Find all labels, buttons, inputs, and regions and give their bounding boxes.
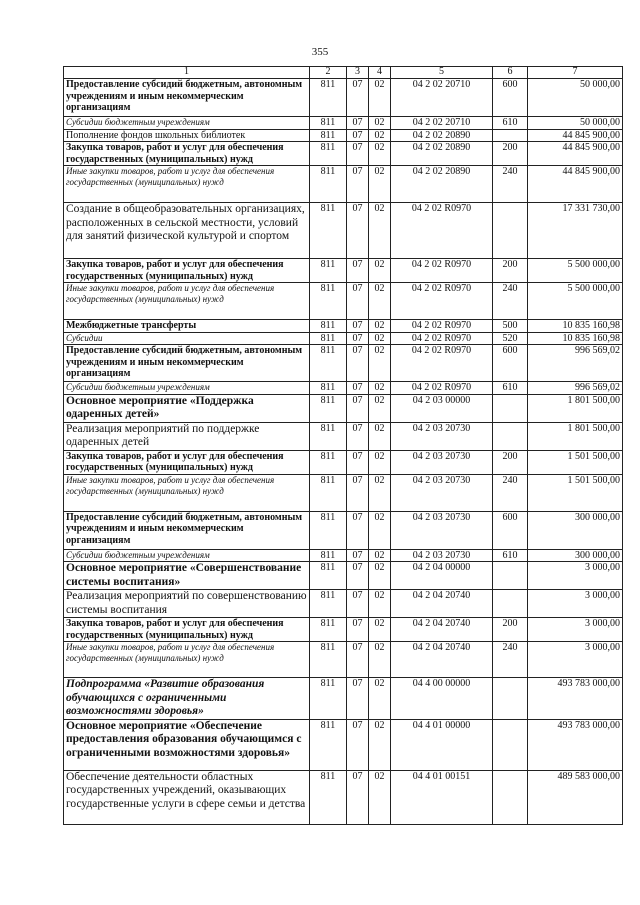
col-code-2: 811 — [310, 203, 347, 259]
col-target-code: 04 2 04 20740 — [391, 642, 493, 678]
table-row — [64, 345, 623, 382]
col-code-2: 811 — [310, 474, 347, 511]
col-code-4: 02 — [369, 79, 391, 117]
col-code-4: 02 — [369, 129, 391, 142]
row-name: Основное мероприятие «Поддержка одаренных детей» — [64, 394, 310, 422]
table-row — [64, 511, 623, 549]
table-row — [64, 450, 623, 474]
table-row — [64, 79, 623, 117]
col-type-code: 200 — [493, 450, 528, 474]
row-name: Предоставление субсидий бюджетным, автономным учреждениям и иным некоммерческим организациям — [64, 511, 310, 549]
col-code-4: 02 — [369, 142, 391, 166]
col-code-3: 07 — [347, 332, 369, 345]
col-code-4: 02 — [369, 618, 391, 642]
col-code-3: 07 — [347, 562, 369, 590]
col-code-3: 07 — [347, 678, 369, 720]
col-code-4: 02 — [369, 719, 391, 770]
col-code-3: 07 — [347, 166, 369, 203]
table-row — [64, 590, 623, 618]
row-name: Закупка товаров, работ и услуг для обеспечения государственных (муниципальных) нужд — [64, 618, 310, 642]
col-code-3: 07 — [347, 618, 369, 642]
col-code-4: 02 — [369, 117, 391, 130]
row-name: Иные закупки товаров, работ и услуг для обеспечения государственных (муниципальных) нужд — [64, 474, 310, 511]
col-code-4: 02 — [369, 422, 391, 450]
col-code-2: 811 — [310, 283, 347, 320]
row-name: Пополнение фондов школьных библиотек — [64, 129, 310, 142]
col-type-code — [493, 678, 528, 720]
table-header-row — [64, 67, 623, 79]
row-name: Субсидии — [64, 332, 310, 345]
col-type-code — [493, 590, 528, 618]
row-name: Реализация мероприятий по поддержке одаренных детей — [64, 422, 310, 450]
budget-table — [63, 66, 623, 825]
col-code-3: 07 — [347, 283, 369, 320]
col-target-code: 04 2 03 20730 — [391, 474, 493, 511]
col-code-3: 07 — [347, 129, 369, 142]
table-row — [64, 117, 623, 130]
col-type-code — [493, 562, 528, 590]
header-cell: 3 — [347, 67, 369, 79]
table-row — [64, 142, 623, 166]
table-row — [64, 642, 623, 678]
col-target-code: 04 2 04 20740 — [391, 590, 493, 618]
col-code-2: 811 — [310, 117, 347, 130]
row-name: Закупка товаров, работ и услуг для обеспечения государственных (муниципальных) нужд — [64, 259, 310, 283]
col-type-code — [493, 129, 528, 142]
row-name: Субсидии бюджетным учреждениям — [64, 549, 310, 562]
row-name: Основное мероприятие «Совершенствование системы воспитания» — [64, 562, 310, 590]
table-row — [64, 770, 623, 824]
col-amount: 5 500 000,00 — [528, 283, 623, 320]
col-code-3: 07 — [347, 719, 369, 770]
col-code-3: 07 — [347, 259, 369, 283]
col-code-4: 02 — [369, 394, 391, 422]
row-name: Предоставление субсидий бюджетным, автономным учреждениям и иным некоммерческим организациям — [64, 345, 310, 382]
col-amount: 1 501 500,00 — [528, 450, 623, 474]
col-code-2: 811 — [310, 618, 347, 642]
col-code-4: 02 — [369, 511, 391, 549]
table-row — [64, 678, 623, 720]
col-code-3: 07 — [347, 203, 369, 259]
col-target-code: 04 2 02 R0970 — [391, 345, 493, 382]
col-amount: 17 331 730,00 — [528, 203, 623, 259]
col-code-4: 02 — [369, 562, 391, 590]
col-code-3: 07 — [347, 142, 369, 166]
col-type-code: 200 — [493, 142, 528, 166]
row-name: Иные закупки товаров, работ и услуг для обеспечения государственных (муниципальных) нужд — [64, 166, 310, 203]
col-target-code: 04 4 01 00151 — [391, 770, 493, 824]
row-name: Реализация мероприятий по совершенствованию системы воспитания — [64, 590, 310, 618]
col-code-3: 07 — [347, 394, 369, 422]
col-target-code: 04 2 03 00000 — [391, 394, 493, 422]
col-type-code: 240 — [493, 166, 528, 203]
col-amount: 493 783 000,00 — [528, 678, 623, 720]
col-amount: 5 500 000,00 — [528, 259, 623, 283]
col-target-code: 04 2 02 R0970 — [391, 283, 493, 320]
col-type-code — [493, 203, 528, 259]
col-type-code: 520 — [493, 332, 528, 345]
col-code-2: 811 — [310, 166, 347, 203]
col-code-3: 07 — [347, 422, 369, 450]
row-name: Основное мероприятие «Обеспечение предоставления образования обучающимся с ограниченными возможностями здоровья» — [64, 719, 310, 770]
col-code-4: 02 — [369, 332, 391, 345]
col-code-4: 02 — [369, 166, 391, 203]
col-amount: 300 000,00 — [528, 511, 623, 549]
col-code-2: 811 — [310, 320, 347, 333]
table-row — [64, 394, 623, 422]
col-type-code: 610 — [493, 382, 528, 395]
col-code-3: 07 — [347, 320, 369, 333]
col-type-code — [493, 719, 528, 770]
row-name: Иные закупки товаров, работ и услуг для обеспечения государственных (муниципальных) нужд — [64, 642, 310, 678]
col-amount: 300 000,00 — [528, 549, 623, 562]
col-code-2: 811 — [310, 450, 347, 474]
col-code-4: 02 — [369, 642, 391, 678]
row-name: Подпрограмма «Развитие образования обучающихся с ограниченными возможностями здоровья» — [64, 678, 310, 720]
col-type-code: 600 — [493, 345, 528, 382]
col-amount: 1 801 500,00 — [528, 394, 623, 422]
col-code-2: 811 — [310, 422, 347, 450]
row-name: Иные закупки товаров, работ и услуг для обеспечения государственных (муниципальных) нужд — [64, 283, 310, 320]
col-type-code — [493, 770, 528, 824]
table-row — [64, 549, 623, 562]
col-amount: 3 000,00 — [528, 642, 623, 678]
col-amount: 3 000,00 — [528, 618, 623, 642]
col-code-2: 811 — [310, 382, 347, 395]
col-code-3: 07 — [347, 511, 369, 549]
col-code-3: 07 — [347, 642, 369, 678]
col-code-2: 811 — [310, 511, 347, 549]
header-cell: 1 — [64, 67, 310, 79]
col-code-2: 811 — [310, 79, 347, 117]
row-name: Межбюджетные трансферты — [64, 320, 310, 333]
col-code-4: 02 — [369, 590, 391, 618]
table-row — [64, 203, 623, 259]
header-cell: 4 — [369, 67, 391, 79]
col-amount: 10 835 160,98 — [528, 320, 623, 333]
col-target-code: 04 2 02 20890 — [391, 142, 493, 166]
col-target-code: 04 2 02 R0970 — [391, 382, 493, 395]
col-target-code: 04 2 03 20730 — [391, 450, 493, 474]
col-code-4: 02 — [369, 283, 391, 320]
table-row — [64, 129, 623, 142]
table-row — [64, 719, 623, 770]
col-code-2: 811 — [310, 345, 347, 382]
col-type-code: 240 — [493, 283, 528, 320]
col-amount: 10 835 160,98 — [528, 332, 623, 345]
table-row — [64, 422, 623, 450]
col-amount: 44 845 900,00 — [528, 166, 623, 203]
col-code-3: 07 — [347, 382, 369, 395]
col-code-2: 811 — [310, 259, 347, 283]
col-code-4: 02 — [369, 770, 391, 824]
col-code-2: 811 — [310, 678, 347, 720]
header-cell: 2 — [310, 67, 347, 79]
col-target-code: 04 2 04 20740 — [391, 618, 493, 642]
col-type-code — [493, 422, 528, 450]
col-type-code: 200 — [493, 618, 528, 642]
col-code-3: 07 — [347, 345, 369, 382]
col-type-code: 500 — [493, 320, 528, 333]
col-code-2: 811 — [310, 642, 347, 678]
col-code-3: 07 — [347, 590, 369, 618]
col-code-4: 02 — [369, 549, 391, 562]
col-code-2: 811 — [310, 394, 347, 422]
col-code-3: 07 — [347, 474, 369, 511]
col-amount: 493 783 000,00 — [528, 719, 623, 770]
page-number: 355 — [311, 46, 329, 58]
col-code-3: 07 — [347, 117, 369, 130]
col-target-code: 04 2 03 20730 — [391, 422, 493, 450]
col-code-4: 02 — [369, 474, 391, 511]
col-type-code: 600 — [493, 79, 528, 117]
col-amount: 50 000,00 — [528, 79, 623, 117]
col-code-2: 811 — [310, 332, 347, 345]
col-amount: 1 501 500,00 — [528, 474, 623, 511]
col-code-3: 07 — [347, 770, 369, 824]
header-cell: 5 — [391, 67, 493, 79]
col-code-3: 07 — [347, 450, 369, 474]
col-target-code: 04 2 02 20890 — [391, 166, 493, 203]
col-code-4: 02 — [369, 382, 391, 395]
table-row — [64, 618, 623, 642]
col-code-4: 02 — [369, 320, 391, 333]
col-target-code: 04 2 02 20890 — [391, 129, 493, 142]
row-name: Закупка товаров, работ и услуг для обеспечения государственных (муниципальных) нужд — [64, 142, 310, 166]
col-amount: 3 000,00 — [528, 562, 623, 590]
col-target-code: 04 4 00 00000 — [391, 678, 493, 720]
table-row — [64, 166, 623, 203]
row-name: Закупка товаров, работ и услуг для обеспечения государственных (муниципальных) нужд — [64, 450, 310, 474]
col-code-2: 811 — [310, 549, 347, 562]
col-target-code: 04 2 02 20710 — [391, 117, 493, 130]
col-type-code: 610 — [493, 549, 528, 562]
col-target-code: 04 2 04 00000 — [391, 562, 493, 590]
col-amount: 996 569,02 — [528, 382, 623, 395]
col-code-2: 811 — [310, 719, 347, 770]
col-type-code: 600 — [493, 511, 528, 549]
col-target-code: 04 2 02 20710 — [391, 79, 493, 117]
row-name: Субсидии бюджетным учреждениям — [64, 117, 310, 130]
col-target-code: 04 2 02 R0970 — [391, 203, 493, 259]
row-name: Обеспечение деятельности областных государственных учреждений, оказывающих государственные услуги в сфере семьи и детства — [64, 770, 310, 824]
table-row — [64, 562, 623, 590]
col-code-2: 811 — [310, 129, 347, 142]
col-code-4: 02 — [369, 259, 391, 283]
col-code-2: 811 — [310, 590, 347, 618]
col-amount: 50 000,00 — [528, 117, 623, 130]
col-type-code: 200 — [493, 259, 528, 283]
col-target-code: 04 2 03 20730 — [391, 549, 493, 562]
table-row — [64, 283, 623, 320]
header-cell: 6 — [493, 67, 528, 79]
header-cell: 7 — [528, 67, 623, 79]
col-target-code: 04 2 02 R0970 — [391, 320, 493, 333]
col-code-2: 811 — [310, 770, 347, 824]
table-row — [64, 259, 623, 283]
col-code-4: 02 — [369, 450, 391, 474]
table-row — [64, 382, 623, 395]
col-type-code: 610 — [493, 117, 528, 130]
col-code-4: 02 — [369, 345, 391, 382]
col-type-code: 240 — [493, 474, 528, 511]
col-amount: 44 845 900,00 — [528, 142, 623, 166]
table-row — [64, 320, 623, 333]
row-name: Предоставление субсидий бюджетным, автономным учреждениям и иным некоммерческим организациям — [64, 79, 310, 117]
col-type-code — [493, 394, 528, 422]
col-amount: 1 801 500,00 — [528, 422, 623, 450]
col-amount: 44 845 900,00 — [528, 129, 623, 142]
col-target-code: 04 2 02 R0970 — [391, 332, 493, 345]
col-target-code: 04 2 03 20730 — [391, 511, 493, 549]
row-name: Субсидии бюджетным учреждениям — [64, 382, 310, 395]
col-target-code: 04 2 02 R0970 — [391, 259, 493, 283]
col-code-3: 07 — [347, 549, 369, 562]
col-type-code: 240 — [493, 642, 528, 678]
col-code-2: 811 — [310, 562, 347, 590]
row-name: Создание в общеобразовательных организациях, расположенных в сельской местности, условий для занятий физической культурой и спортом — [64, 203, 310, 259]
col-code-3: 07 — [347, 79, 369, 117]
col-amount: 489 583 000,00 — [528, 770, 623, 824]
col-code-2: 811 — [310, 142, 347, 166]
col-code-4: 02 — [369, 678, 391, 720]
table-row — [64, 332, 623, 345]
col-code-4: 02 — [369, 203, 391, 259]
table-row — [64, 474, 623, 511]
col-amount: 3 000,00 — [528, 590, 623, 618]
col-amount: 996 569,02 — [528, 345, 623, 382]
col-target-code: 04 4 01 00000 — [391, 719, 493, 770]
